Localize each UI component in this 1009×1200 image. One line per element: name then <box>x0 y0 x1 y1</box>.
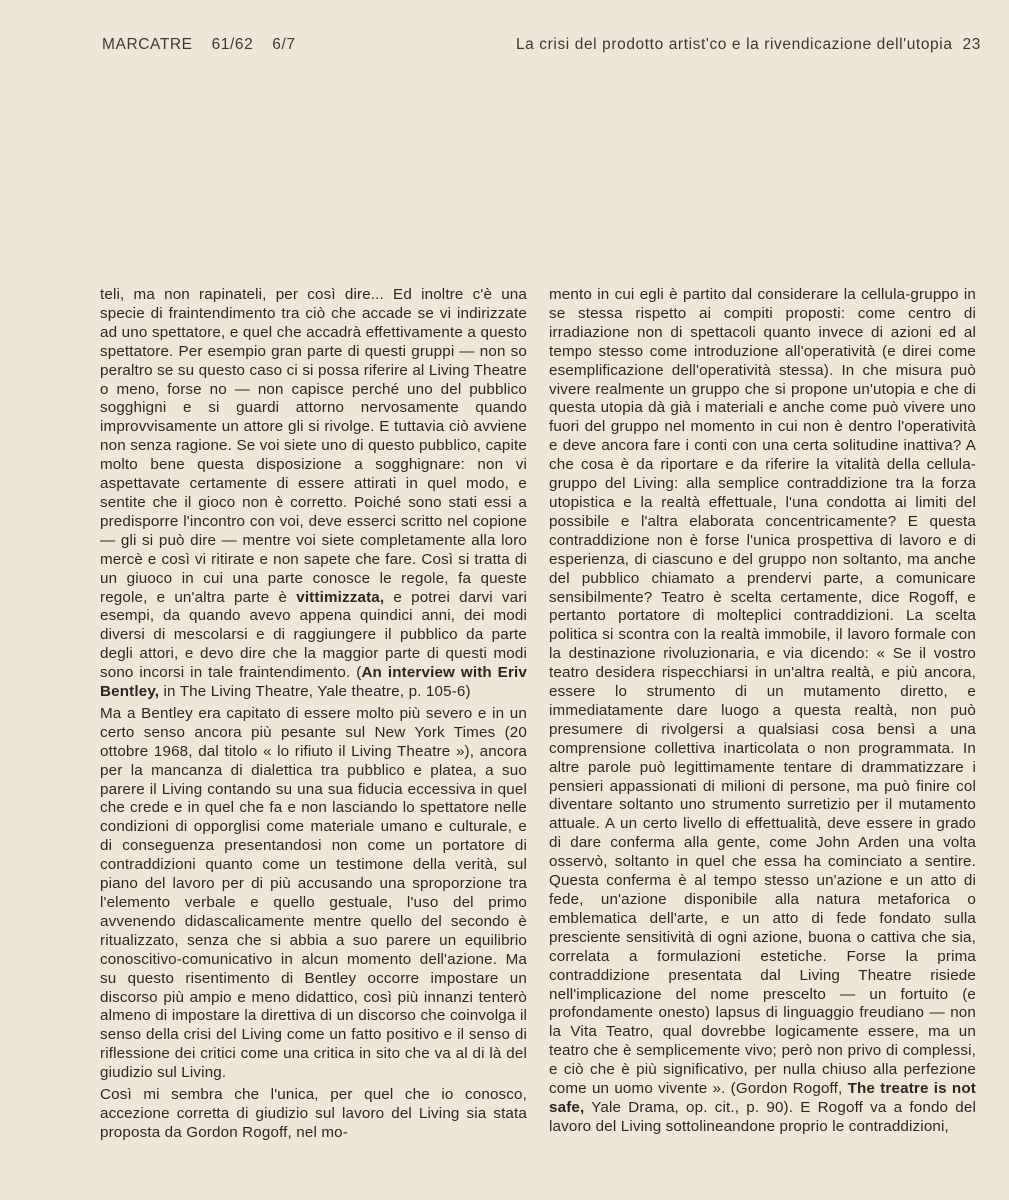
right-column <box>549 286 976 1192</box>
text-run: mento in cui egli è partito dal considerare la cellula-gruppo in se stessa rispetto ai compiti proposti: come centro di irradiazione non di spettacoli quanto invece di azioni ed al tempo stesso come introduzione all'operatività (e direi come esemplificazione dell'operatività stessa). In che misura può vivere realmente un gruppo che si propone un'utopia e che di questa utopia dà già i materiali e anche come può vivere uno fuori del gruppo nel momento in cui non è dentro l'operatività e deve ancora fare i conti con una certa solitudine inattiva? A che cosa è da riportare e da riferire la vitalità della cellula-gruppo del Living: alla semplice contraddizione tra la forza utopistica e la realtà effettuale, l'una condotta ai limiti del possibile e l'altra elaborata concentricamente? E questa contraddizione non è forse l'unica prospettiva di lavoro e di esperienza, di ciascuno e del gruppo non soltanto, ma anche del pubblico chiamato a prendervi parte, a comunicare sensibilmente? Teatro è scelta certamente, dice Rogoff, e pertanto portatore di molteplici contraddizioni. La scelta politica si scontra con la realtà immobile, il lavoro formale con la destinazione rivoluzionaria, e via dicendo: « Se il vostro teatro desidera rispecchiarsi in un'altra realtà, e più ancora, essere lo strumento di un mutamento diretto, e immediatamente dare luogo a questa realtà, non può presumere di rivolgersi a qualsiasi cosa bensì a una comprensione collettiva inarticolata o non programmata. In altre parole può legittimamente tentare di drammatizzare i pensieri appassionati di milioni di persone, ma può finire col diventare soltanto uno strumento surretizio per il mutamento attuale. A un certo livello di effettualità, deve essere in grado di dare conferma alla gente, come John Arden una volta osservò, soltanto in quel che essa ha cominciato a sentire. Questa conferma è al tempo stesso un'azione e un atto di fede, un'azione disponibile alla natura metaforica o emblematica dell'arte, e un atto di fede fondato sulla presciente sensitività di ogni azione, buona o cattiva che sia, correlata a formulazioni estetiche. Forse la prima contraddizione presentata dal Living Theatre risiede nell'implicazione del nome prescelto — un fortuito (e profondamente onesto) lapsus di linguaggio freudiano — non la Vita Teatro, qual dovrebbe logicamente essere, ma un teatro che è semplicemente vivo; però non privo di complessi, e ciò che è più significativo, per nulla chiuso alla perfezione come un uomo vivente ». (Gordon Rogoff, <box>549 286 976 1098</box>
journal-info <box>102 36 310 54</box>
citation-title: The treatre is not safe, <box>549 1080 976 1116</box>
journal-name: MARCATRE <box>102 36 193 53</box>
article-body <box>100 286 976 1192</box>
issue-number: 61/62 <box>211 36 254 53</box>
page-number: 23 <box>962 36 981 53</box>
text-run: in The Living Theatre, Yale theatre, p. 105-6) <box>159 683 471 701</box>
text-run: teli, ma non rapinateli, per così dire... Ed inoltre c'è una specie di fraintendimento tra ciò che accade se vi indirizzate ad uno spettatore, e quel che accadrà effettivamente a questo spettatore. Per esempio gran parte di questi gruppi — non so peraltro se su questo caso ci si possa riferire al Living Theatre o meno, forse no — non capisce perché uno del pubblico sogghigni e si guardi attorno nervosamente quando improvvisamente un attore gli si rivolge. E tuttavia ciò avviene non senza ragione. Se voi siete uno di questo pubblico, capite molto bene questa disposizione a sogghignare: non vi aspettavate certamente di essere attirati in quel modo, e sentite che il gioco non è corretto. Poiché sono stati essi a predisporre l'incontro con voi, deve esserci scritto nel copione — gli si può dire — mentre voi siete completamente alla loro mercè e così vi ritirate e non sapete che fare. Così si tratta di un giuoco in cui una parte conosce le regole, fa queste regole, e un'altra parte è <box>100 286 527 606</box>
paragraph-bentley-nyt: Ma a Bentley era capitato di essere molto più severo e in un certo senso ancora più pesante sul New York Times (20 ottobre 1968, dal titolo « lo rifiuto il Living Theatre »), ancora per la mancanza di dialettica tra pubblico e platea, a suo parere il Living contando su una sua fiducia eccessiva in quel che crede e in quel che fa e non lasciando lo spettatore nelle condizioni di opporglisi come materiale umano e culturale, e di conseguenza presentandosi non come un portatore di contraddizioni quanto come un testimone della verità, sul piano del lavoro per di più accusando una sproporzione tra l'elemento verbale e quello gestuale, l'uso del primo avvenendo didascalicamente mentre quello del secondo è ritualizzato, senza che si abbia a suo parere un equilibrio conoscitivo-comunicativo in alcun momento dell'azione. Ma su questo risentimento di Bentley occorre impostare un discorso più ampio e meno didattico, così più innanzi tenterò almeno di impostare la direttiva di un discorso che coinvolga il senso della crisi del Living come un fatto positivo e il senso di riflessione dei critici come una critica in sito che va al di là del giudizio sul Living. <box>100 704 527 1082</box>
text-run: Yale Drama, op. cit., p. 90). E Rogoff va a fondo del lavoro del Living sottolineandone proprio le contraddizioni, <box>549 1098 976 1135</box>
citation-title: An interview with Eriv Bentley, <box>100 664 527 701</box>
paragraph-rogoff-intro: Così mi sembra che l'unica, per quel che io conosco, accezione corretta di giudizio sul lavoro del Living sia stata proposta da Gordon Rogoff, nel mo- <box>100 1086 527 1141</box>
bold-run: vittimizzata, <box>296 588 385 606</box>
text-run: e potrei darvi vari esempi, da quando avevo appena quindici anni, dei modi diversi di mescolarsi e di raggiungere il pubblico da parte degli attori, e devo dire che la maggior parte di questi modi sono incorsi in tale fraintendimento. ( <box>100 588 527 682</box>
volume-number: 6/7 <box>272 36 296 53</box>
paragraph-rogoff <box>549 286 976 1137</box>
article-title: La crisi del prodotto artist'co e la rivendicazione dell'utopia <box>515 36 953 53</box>
left-column <box>100 286 527 1192</box>
article-heading <box>516 36 981 54</box>
running-header <box>102 36 981 58</box>
paragraph-bentley-quote <box>100 286 527 702</box>
